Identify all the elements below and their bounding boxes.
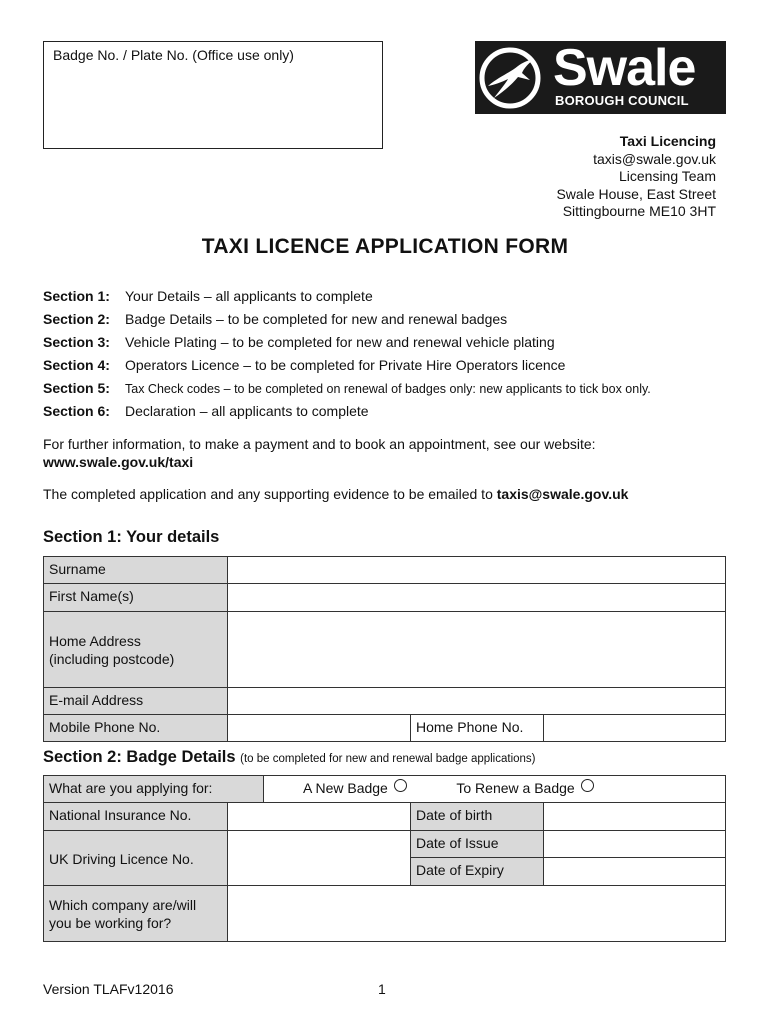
section-key: Section 5:: [43, 380, 110, 396]
section-list-item: [43, 288, 373, 304]
section-text: Declaration – all applicants to complete: [125, 403, 369, 419]
home-phone-input[interactable]: [543, 714, 726, 742]
driving-licence-input[interactable]: [227, 830, 411, 886]
info-paragraph: [43, 435, 596, 471]
renew-badge-option[interactable]: [456, 780, 593, 796]
applying-for-options: [263, 775, 726, 803]
date-expiry-input[interactable]: [543, 857, 726, 886]
office-use-label: Badge No. / Plate No. (Office use only): [53, 47, 294, 63]
section-text: Your Details – all applicants to complete: [125, 288, 373, 304]
logo-sub: BOROUGH COUNCIL: [555, 93, 689, 108]
section-list-item: [43, 380, 651, 396]
home-address-input[interactable]: [227, 611, 726, 688]
contact-email[interactable]: taxis@swale.gov.uk: [593, 150, 716, 167]
emailed-line: [43, 485, 628, 503]
dob-input[interactable]: [543, 802, 726, 831]
mobile-input[interactable]: [227, 714, 411, 742]
section-text: Tax Check codes – to be completed on renewal of badges only: new applicants to tick box only.: [125, 382, 651, 396]
ni-input[interactable]: [227, 802, 411, 831]
new-badge-option[interactable]: [303, 780, 407, 796]
section2-title: Section 2: Badge Details: [43, 748, 236, 766]
section-key: Section 2:: [43, 311, 110, 327]
section-list-item: [43, 403, 369, 419]
email-input[interactable]: [227, 687, 726, 715]
ni-label: National Insurance No.: [43, 802, 228, 831]
date-issue-label: Date of Issue: [410, 830, 544, 858]
section-list-item: [43, 334, 555, 350]
page-number: 1: [378, 981, 386, 997]
contact-address2: Sittingbourne ME10 3HT: [562, 203, 716, 219]
section-text: Vehicle Plating – to be completed for new and renewal vehicle plating: [125, 334, 555, 350]
section-key: Section 1:: [43, 288, 110, 304]
company-label: [43, 885, 228, 942]
first-names-input[interactable]: [227, 583, 726, 612]
swale-logo: [475, 41, 726, 114]
driving-licence-label: UK Driving Licence No.: [43, 830, 228, 886]
swallow-icon: [478, 46, 542, 110]
section-key: Section 3:: [43, 334, 110, 350]
section2-note: (to be completed for new and renewal badge applications): [240, 753, 536, 765]
website-link[interactable]: www.swale.gov.uk/taxi: [43, 454, 194, 470]
date-expiry-label: Date of Expiry: [410, 857, 544, 886]
company-label-line: you be working for?: [49, 915, 172, 931]
renew-badge-label: To Renew a Badge: [456, 780, 575, 796]
contact-block: [556, 133, 716, 221]
company-label-line: Which company are/will: [49, 897, 197, 913]
section-key: Section 4:: [43, 357, 110, 373]
home-phone-label: Home Phone No.: [410, 714, 544, 742]
surname-input[interactable]: [227, 556, 726, 584]
office-use-box[interactable]: [43, 41, 383, 149]
footer-version: Version TLAFv12016: [43, 981, 174, 997]
surname-label: Surname: [43, 556, 228, 584]
section2-heading: [43, 748, 536, 767]
home-address-label-line: Home Address: [49, 633, 141, 649]
applying-for-label: What are you applying for:: [43, 775, 264, 803]
section1-heading: Section 1: Your details: [43, 528, 220, 546]
mobile-label: Mobile Phone No.: [43, 714, 228, 742]
emailed-prefix: The completed application and any supporting evidence to be emailed to: [43, 486, 497, 502]
company-input[interactable]: [227, 885, 726, 942]
new-badge-radio[interactable]: [394, 779, 407, 792]
emailed-address[interactable]: taxis@swale.gov.uk: [496, 486, 629, 502]
dob-label: Date of birth: [410, 802, 544, 831]
renew-badge-radio[interactable]: [581, 779, 594, 792]
section-text: Badge Details – to be completed for new and renewal badges: [125, 311, 508, 327]
logo-word: Swale: [553, 39, 696, 97]
section-key: Section 6:: [43, 403, 110, 419]
section-text: Operators Licence – to be completed for Private Hire Operators licence: [125, 357, 566, 373]
first-names-label: First Name(s): [43, 583, 228, 612]
section-list-item: [43, 311, 507, 327]
contact-team: Licensing Team: [618, 168, 716, 184]
home-address-label-line: (including postcode): [49, 651, 175, 667]
new-badge-label: A New Badge: [303, 780, 388, 796]
section-list-item: [43, 357, 565, 373]
page-title: TAXI LICENCE APPLICATION FORM: [201, 235, 569, 258]
info-line: For further information, to make a payment and to book an appointment, see our website:: [43, 436, 596, 452]
date-issue-input[interactable]: [543, 830, 726, 858]
email-label: E-mail Address: [43, 687, 228, 715]
contact-heading: Taxi Licencing: [619, 133, 716, 149]
contact-address1: Swale House, East Street: [556, 185, 716, 202]
home-address-label: [43, 611, 228, 688]
